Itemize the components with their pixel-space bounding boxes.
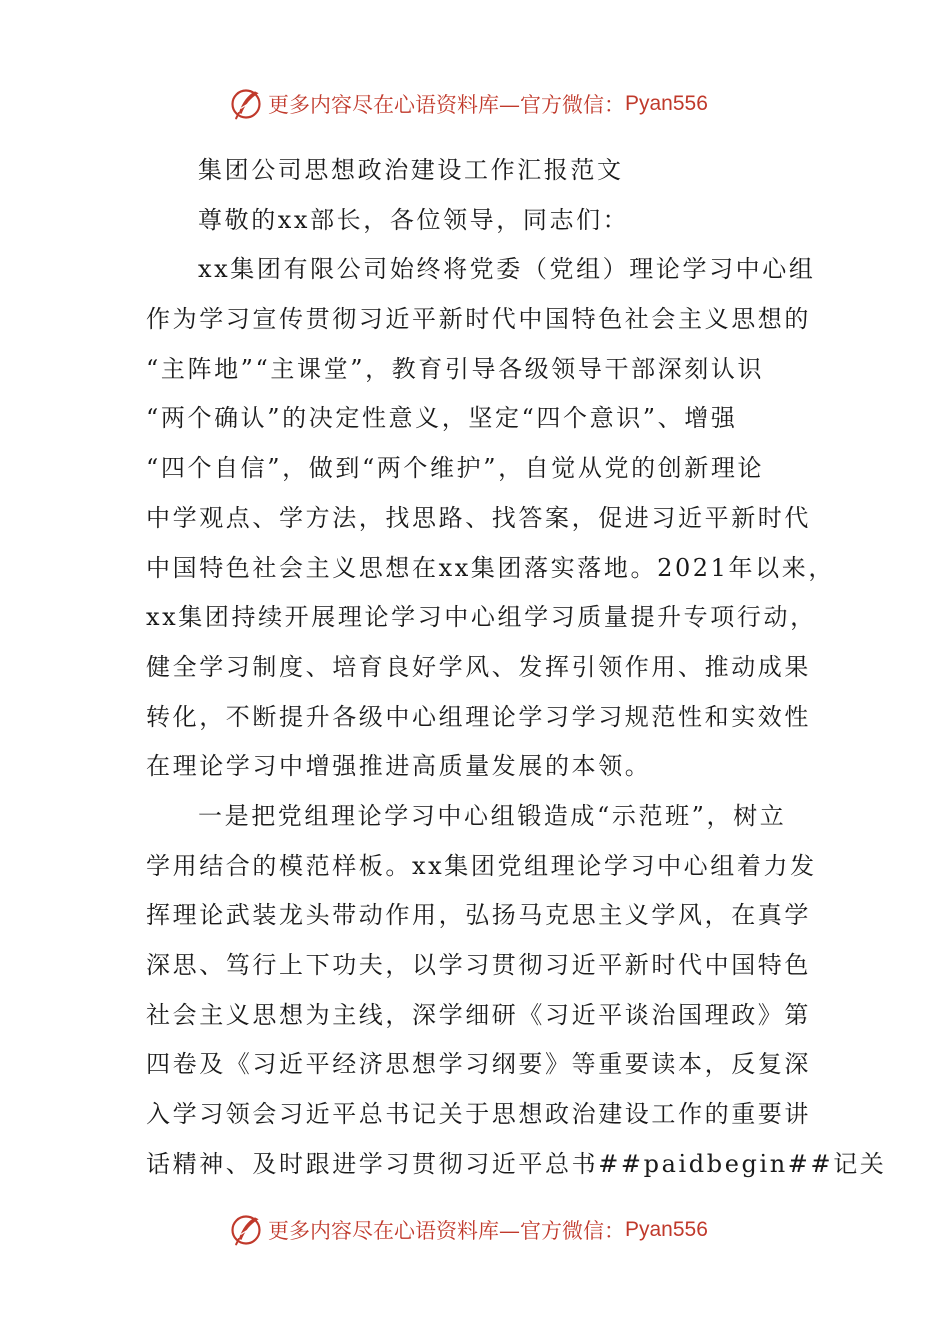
text-line: 作为学习宣传贯彻习近平新时代中国特色社会主义思想的 (146, 305, 811, 334)
text-line: 中国特色社会主义思想在xx集团落实落地。2021年以来， (146, 553, 835, 582)
text-line: 入学习领会习近平总书记关于思想政治建设工作的重要讲 (146, 1100, 811, 1129)
text-line: 四卷及《习近平经济思想学习纲要》等重要读本，反复深 (146, 1050, 811, 1079)
text-line: 一是把党组理论学习中心组锻造成“示范班”，树立 (198, 801, 787, 830)
text-line: 中学观点、学方法，找思路、找答案，促进习近平新时代 (146, 503, 811, 532)
watermark-footer (228, 1210, 708, 1250)
watermark-sub-text: —官方微信： (499, 93, 625, 117)
watermark-id-text: Pyan556 (625, 92, 708, 115)
text-line: “四个自信”，做到“两个维护”，自觉从党的创新理论 (146, 454, 765, 483)
watermark-main-text: 更多内容尽在心语资料库 (268, 1219, 499, 1243)
watermark-main-text: 更多内容尽在心语资料库 (268, 93, 499, 117)
text-line: 深思、笃行上下功夫，以学习贯彻习近平新时代中国特色 (146, 951, 811, 979)
text-line: 在理论学习中增强推进高质量发展的本领。 (146, 752, 652, 781)
text-line: 转化，不断提升各级中心组理论学习学习规范性和实效性 (146, 702, 811, 731)
text-line: 集团公司思想政治建设工作汇报范文 (198, 156, 624, 184)
text-line: 社会主义思想为主线，深学细研《习近平谈治国理政》第 (146, 1000, 811, 1029)
text-line: 尊敬的xx部长，各位领导，同志们： (198, 205, 630, 234)
document-body (146, 146, 887, 1189)
text-line: “两个确认”的决定性意义，坚定“四个意识”、增强 (146, 404, 738, 433)
text-line: 话精神、及时跟进学习贯彻习近平总书##paidbegin##记关 (146, 1149, 887, 1178)
text-line: 学用结合的模范样板。xx集团党组理论学习中心组着力发 (146, 851, 817, 880)
text-line: 健全学习制度、培育良好学风、发挥引领作用、推动成果 (146, 652, 811, 681)
text-line: xx集团有限公司始终将党委（党组）理论学习中心组 (198, 255, 816, 284)
text-line: “主阵地”“主课堂”，教育引导各级领导干部深刻认识 (146, 354, 765, 383)
quill-pen-logo-icon (228, 86, 264, 122)
quill-pen-logo-icon (228, 1212, 264, 1248)
watermark-header (228, 84, 708, 124)
watermark-id-text: Pyan556 (625, 1218, 708, 1241)
text-line: xx集团持续开展理论学习中心组学习质量提升专项行动， (146, 603, 817, 632)
watermark-sub-text: —官方微信： (499, 1219, 625, 1243)
text-line: 挥理论武装龙头带动作用，弘扬马克思主义学风，在真学 (146, 901, 811, 930)
